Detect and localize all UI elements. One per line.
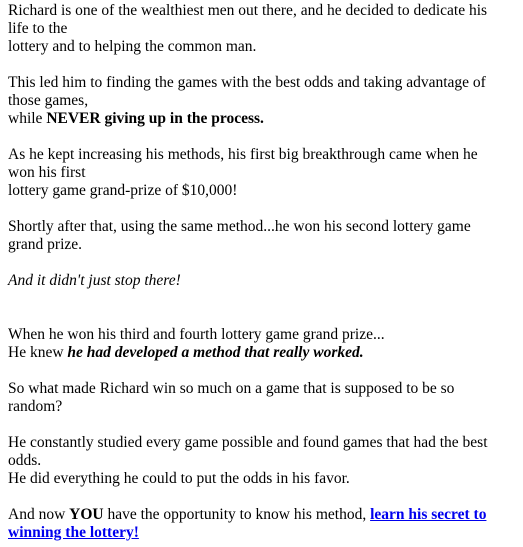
breakthrough-line-2: lottery game grand-prize of $10,000!: [8, 182, 238, 199]
cta-you: YOU: [69, 506, 104, 523]
method-worked-emphasis: he had developed a method that really worked.: [67, 344, 364, 361]
paragraph-second-prize: Shortly after that, using the same method...he won his second lottery game grand prize.: [8, 218, 471, 253]
studied-line-1: He constantly studied every game possible and found games that had the best odds.: [8, 434, 488, 469]
cta-middle: have the opportunity to know his method,: [103, 506, 371, 523]
paragraph-intro: [8, 2, 508, 56]
didnt-stop-text: And it didn't just stop there!: [8, 272, 181, 289]
third-fourth-line-2-prefix: He knew: [8, 344, 68, 361]
paragraph-studied: [8, 434, 508, 488]
paragraph-breakthrough: [8, 146, 508, 200]
spacer: [8, 308, 508, 326]
odds-line-2-prefix: while: [8, 110, 47, 127]
paragraph-third-fourth: [8, 326, 508, 362]
paragraph-odds: [8, 74, 508, 128]
intro-line-2: lottery and to helping the common man.: [8, 38, 257, 55]
learn-secret-link[interactable]: learn his secret to winning the lottery!: [8, 506, 487, 541]
paragraph-cta: [8, 506, 508, 542]
intro-line-1: Richard is one of the wealthiest men out there, and he decided to dedicate his life to the: [8, 2, 488, 37]
paragraph-didnt-stop: [8, 272, 508, 290]
odds-line-2-bold: NEVER giving up in the process.: [46, 110, 264, 127]
paragraph-question: So what made Richard win so much on a game that is supposed to be so random?: [8, 380, 455, 415]
studied-line-2: He did everything he could to put the odds in his favor.: [8, 470, 350, 487]
cta-prefix: And now: [8, 506, 70, 523]
third-fourth-line-1: When he won his third and fourth lottery game grand prize...: [8, 326, 385, 343]
odds-line-1: This led him to finding the games with the best odds and taking advantage of those games,: [8, 74, 486, 109]
breakthrough-line-1: As he kept increasing his methods, his first big breakthrough came when he won his first: [8, 146, 478, 181]
